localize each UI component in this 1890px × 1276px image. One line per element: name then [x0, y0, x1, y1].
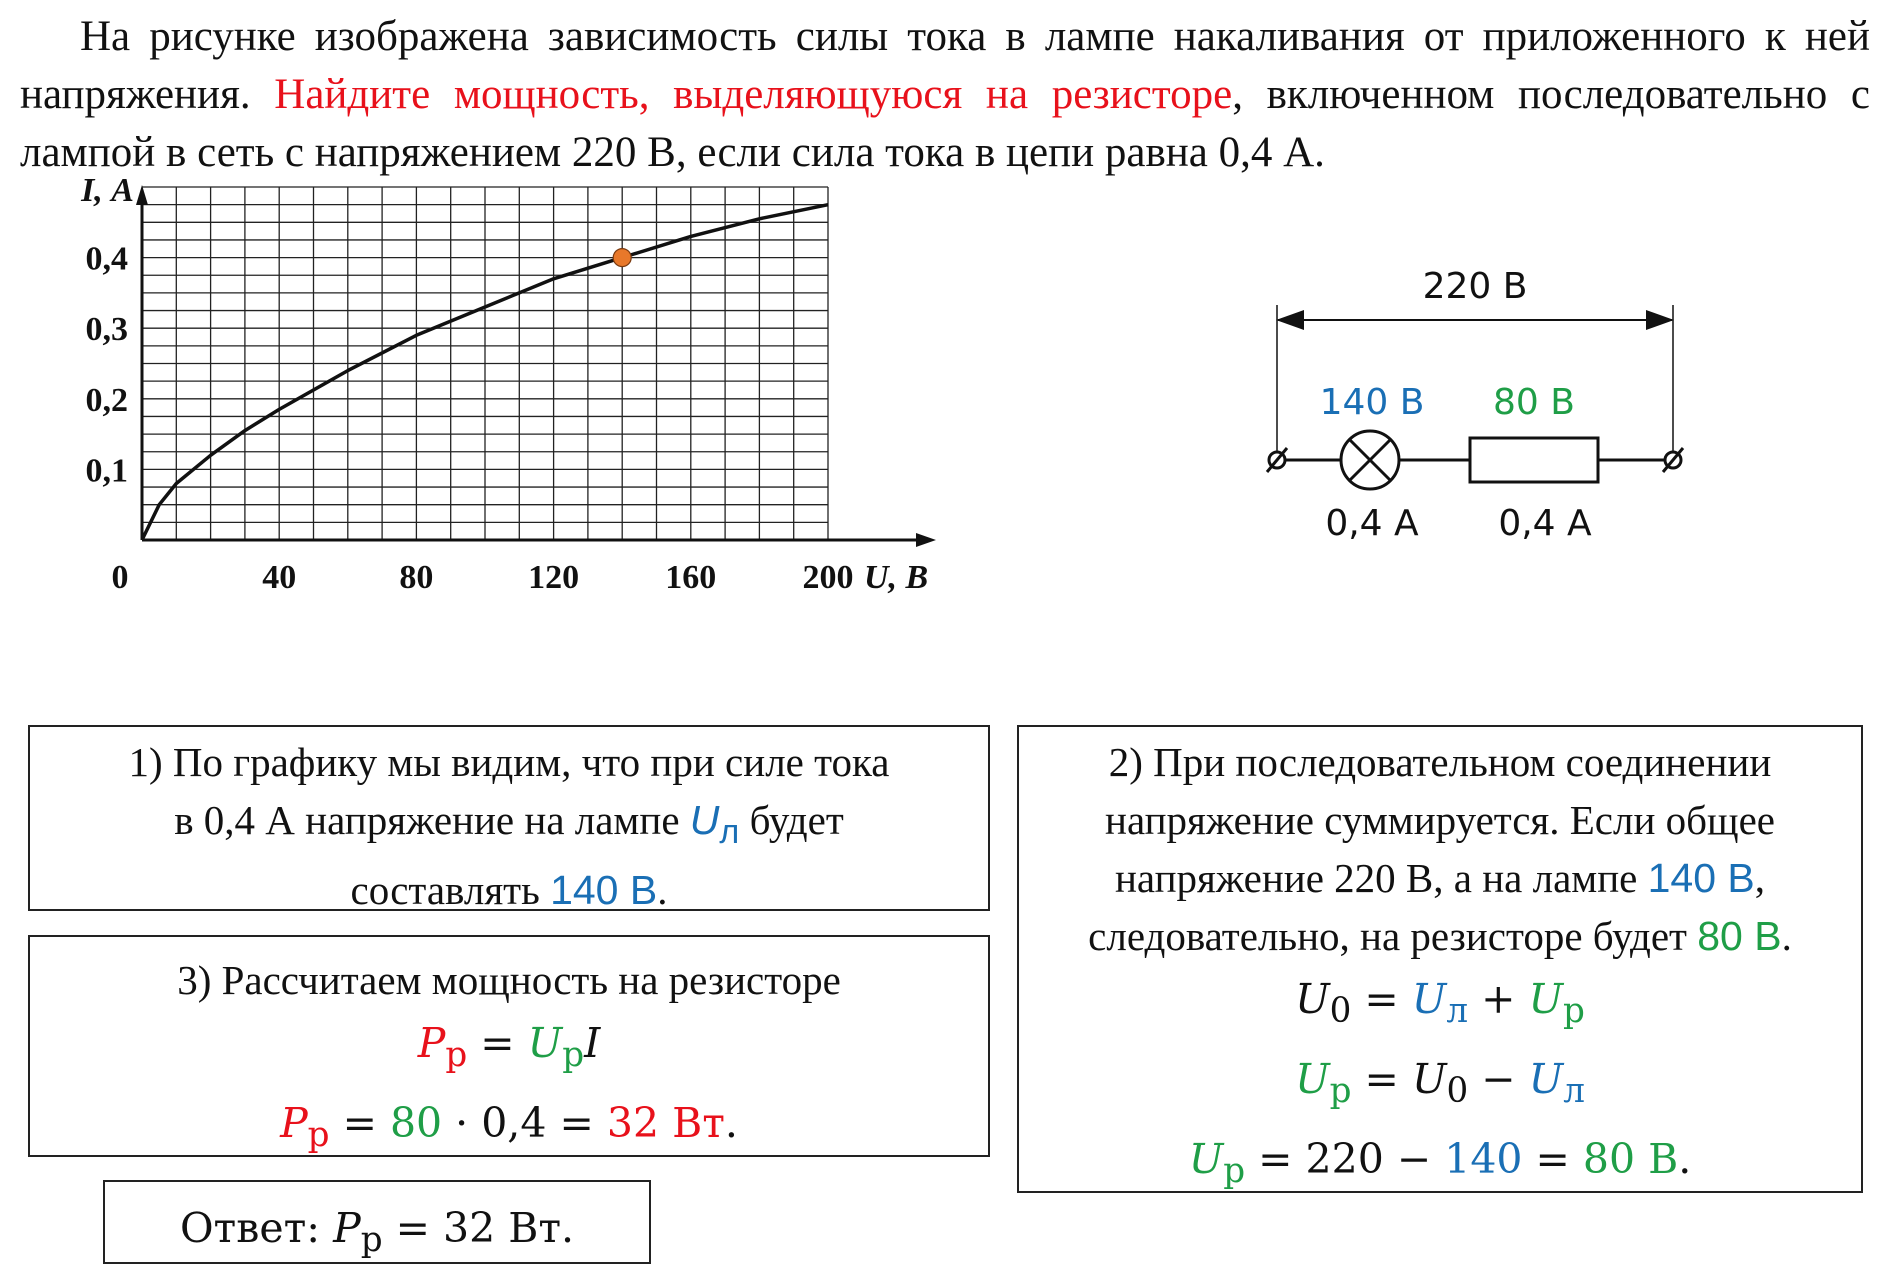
step1-box — [28, 725, 990, 914]
total-voltage-label: 220 В — [1422, 266, 1528, 307]
step2-formula3: $U_р = 220 - 140 = 80$ В. — [1188, 1135, 1692, 1192]
step3-f2-end: . — [724, 1099, 738, 1148]
step3-formula1: $P_р = U_рI$ — [417, 1019, 601, 1076]
y-axis-title: I, А — [81, 172, 134, 209]
answer-label: Ответ: — [179, 1204, 334, 1252]
y-tick-label: 0,1 — [85, 452, 128, 490]
step1-text-b: в 0,4 А напряжение на лампе — [174, 797, 690, 843]
circuit-diagram — [1240, 250, 1740, 550]
current-voltage-chart — [70, 172, 1150, 715]
step1-var-sub: л — [719, 813, 740, 852]
lamp-voltage-label: 140 В — [1319, 382, 1425, 423]
resistor-voltage-label: 80 В — [1493, 382, 1575, 423]
step2-lamp-value: 140 В — [1647, 855, 1755, 901]
step2-c-end: , — [1754, 855, 1766, 901]
x-tick-label: 0 — [111, 559, 129, 596]
resistor-current-label: 0,4 А — [1498, 503, 1592, 544]
step2-box — [1017, 725, 1863, 1193]
step2-line1: 2) При последовательном соединении — [1108, 739, 1772, 785]
step1-var-u: U — [689, 797, 720, 843]
answer-line: Ответ: $P_р = 32$ Вт. — [179, 1204, 575, 1261]
step1-line3 — [30, 861, 988, 919]
step1-text-d: составлять — [350, 867, 551, 914]
step2-text-c: напряжение 220 В, а на лампе — [1114, 855, 1648, 901]
x-axis-arrow-icon — [916, 533, 936, 547]
step2-d-end: . — [1781, 913, 1792, 959]
step2-formula2: $U_р = U_0 - U_л$ — [1295, 1055, 1585, 1112]
step2-f3-b: 140 — [1444, 1135, 1523, 1184]
step2-line4 — [1019, 907, 1861, 965]
problem-statement — [20, 8, 1870, 182]
y-tick-label: 0,3 — [85, 311, 128, 349]
step2-f3-a: = 220 − — [1245, 1135, 1445, 1184]
terminal-right-icon — [1663, 448, 1683, 472]
step2-f3-d: 80 В — [1582, 1135, 1679, 1184]
chart-labels — [80, 172, 928, 596]
answer-box — [103, 1180, 651, 1264]
y-axis-arrow-icon — [136, 185, 148, 205]
step3-formula2: $P_р = 80 \cdot 0,4 = 32$ Вт. — [280, 1099, 738, 1156]
step3-f2-mid: · 0,4 = — [442, 1099, 607, 1148]
step2-f3-e: . — [1678, 1135, 1692, 1184]
lamp-current-label: 0,4 А — [1325, 503, 1419, 544]
step2-text-d: следовательно, на резисторе будет — [1088, 913, 1698, 959]
step2-line3 — [1019, 849, 1861, 907]
y-tick-label: 0,2 — [85, 381, 128, 419]
step3-box — [28, 935, 990, 1157]
x-tick-label: 200 — [802, 559, 854, 596]
answer-value: = 32 Вт. — [382, 1204, 575, 1252]
step3-f2-num: 80 — [389, 1099, 443, 1148]
step2-f3-c: = — [1522, 1135, 1583, 1184]
problem-text-end: , включенном последовательно с лампой в сеть с напряжением 220 В, если сила тока в цепи равна 0,4 А. — [20, 71, 1870, 176]
step2-resistor-value: 80 В — [1697, 913, 1782, 959]
step1-text-c: будет — [739, 797, 844, 843]
step1-line2 — [30, 791, 988, 861]
problem-text-start: На рисунке изображена зависимость силы тока в лампе накаливания от приложенного к ней напряжения. — [20, 13, 1870, 118]
step2-line2: напряжение суммируется. Если общее — [1105, 797, 1775, 843]
step1-line1: 1) По графику мы видим, что при силе тока — [128, 739, 890, 785]
step3-f2-res: 32 Вт — [606, 1099, 725, 1148]
problem-text-highlight: Найдите мощность, выделяющуюся на резисторе — [274, 71, 1233, 118]
step1-value: 140 В — [550, 867, 658, 914]
step1-var — [689, 797, 740, 852]
step2-formula1: $U_0 = U_л + U_р$ — [1295, 975, 1585, 1032]
x-tick-label: 40 — [262, 559, 297, 596]
terminal-left-icon — [1267, 448, 1287, 472]
step1-end: . — [657, 867, 668, 914]
x-tick-label: 160 — [665, 559, 717, 596]
x-tick-label: 120 — [528, 559, 580, 596]
x-tick-label: 80 — [399, 559, 434, 596]
y-tick-label: 0,4 — [85, 240, 128, 278]
lamp-icon — [1341, 431, 1399, 489]
chart-grid — [142, 187, 828, 540]
resistor-icon — [1470, 438, 1598, 482]
x-axis-title: U, В — [864, 559, 929, 596]
step3-line1: 3) Рассчитаем мощность на резисторе — [177, 957, 841, 1003]
chart-highlight-point — [613, 249, 631, 267]
